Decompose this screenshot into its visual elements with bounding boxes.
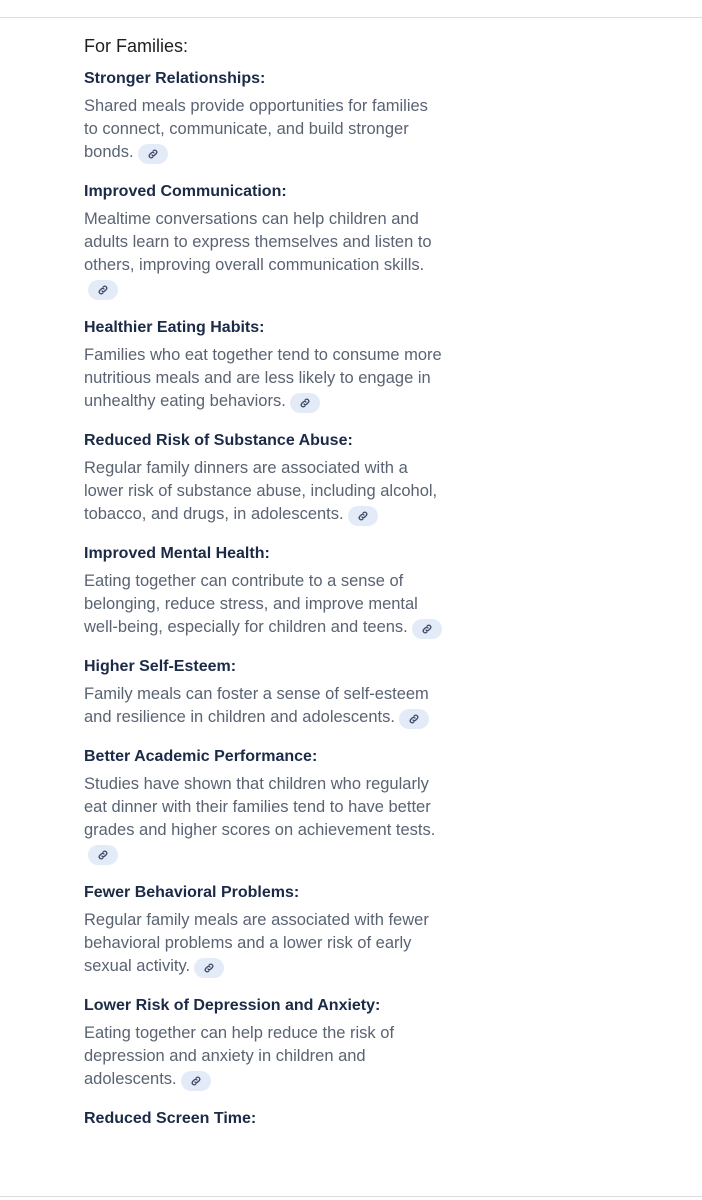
item-body — [84, 1022, 444, 1091]
item-body-text: Eating together can help reduce the risk of depression and anxiety in children and adolescents. — [84, 1024, 395, 1088]
source-link-button[interactable] — [181, 1071, 211, 1091]
item-title: Better Academic Performance: — [84, 748, 318, 765]
list-item — [84, 656, 444, 729]
link-icon — [408, 713, 420, 725]
item-body-text: Regular family meals are associated with fewer behavioral problems and a lower risk of early sexual activity. — [84, 911, 429, 975]
item-title: Healthier Eating Habits: — [84, 319, 265, 336]
list-item — [84, 882, 444, 978]
item-title: Lower Risk of Depression and Anxiety: — [84, 997, 381, 1014]
source-link-button[interactable] — [399, 709, 429, 729]
link-icon — [203, 962, 215, 974]
link-icon — [421, 623, 433, 635]
source-link-button[interactable] — [412, 619, 442, 639]
list-item — [84, 746, 444, 865]
item-title: Reduced Risk of Substance Abuse: — [84, 432, 353, 449]
source-link-button[interactable] — [290, 393, 320, 413]
source-link-button[interactable] — [348, 506, 378, 526]
item-body-text: Regular family dinners are associated with a lower risk of substance abuse, including alcohol, tobacco, and drugs, in adolescents. — [84, 459, 438, 523]
item-body-text: Eating together can contribute to a sense of belonging, reduce stress, and improve mental well-being, especially for children and teens. — [84, 572, 418, 636]
item-title: Stronger Relationships: — [84, 70, 266, 87]
item-title: Improved Communication: — [84, 183, 287, 200]
item-body — [84, 208, 444, 300]
item-title: Fewer Behavioral Problems: — [84, 884, 300, 901]
list-item — [84, 317, 444, 413]
item-body — [84, 773, 444, 865]
link-icon — [147, 148, 159, 160]
list-item — [84, 430, 444, 526]
item-body — [84, 909, 444, 978]
item-title: Improved Mental Health: — [84, 545, 270, 562]
item-body — [84, 570, 444, 639]
top-divider — [0, 17, 702, 18]
bottom-divider — [0, 1196, 702, 1197]
item-body-text: Studies have shown that children who regularly eat dinner with their families tend to have better grades and higher scores on achievement tests. — [84, 775, 436, 839]
item-body — [84, 95, 444, 164]
item-body — [84, 683, 444, 729]
response-content — [84, 34, 444, 1147]
source-link-button[interactable] — [88, 280, 118, 300]
link-icon — [299, 397, 311, 409]
link-icon — [357, 510, 369, 522]
item-body-text: Families who eat together tend to consume more nutritious meals and are less likely to engage in unhealthy eating behaviors. — [84, 346, 442, 410]
item-body — [84, 344, 444, 413]
source-link-button[interactable] — [88, 845, 118, 865]
list-item — [84, 1108, 444, 1130]
source-link-button[interactable] — [194, 958, 224, 978]
item-title: Reduced Screen Time: — [84, 1110, 257, 1127]
list-item — [84, 543, 444, 639]
item-body-text: Mealtime conversations can help children and adults learn to express themselves and listen to others, improving overall communication skills. — [84, 210, 432, 274]
section-title: For Families: — [84, 36, 189, 56]
item-body — [84, 457, 444, 526]
list-item — [84, 68, 444, 164]
link-icon — [97, 849, 109, 861]
link-icon — [97, 284, 109, 296]
list-item — [84, 181, 444, 300]
link-icon — [190, 1075, 202, 1087]
item-title: Higher Self-Esteem: — [84, 658, 237, 675]
item-body-text: Shared meals provide opportunities for families to connect, communicate, and build stronger bonds. — [84, 97, 428, 161]
source-link-button[interactable] — [138, 144, 168, 164]
item-body-text: Family meals can foster a sense of self-esteem and resilience in children and adolescents. — [84, 685, 429, 726]
list-item — [84, 995, 444, 1091]
